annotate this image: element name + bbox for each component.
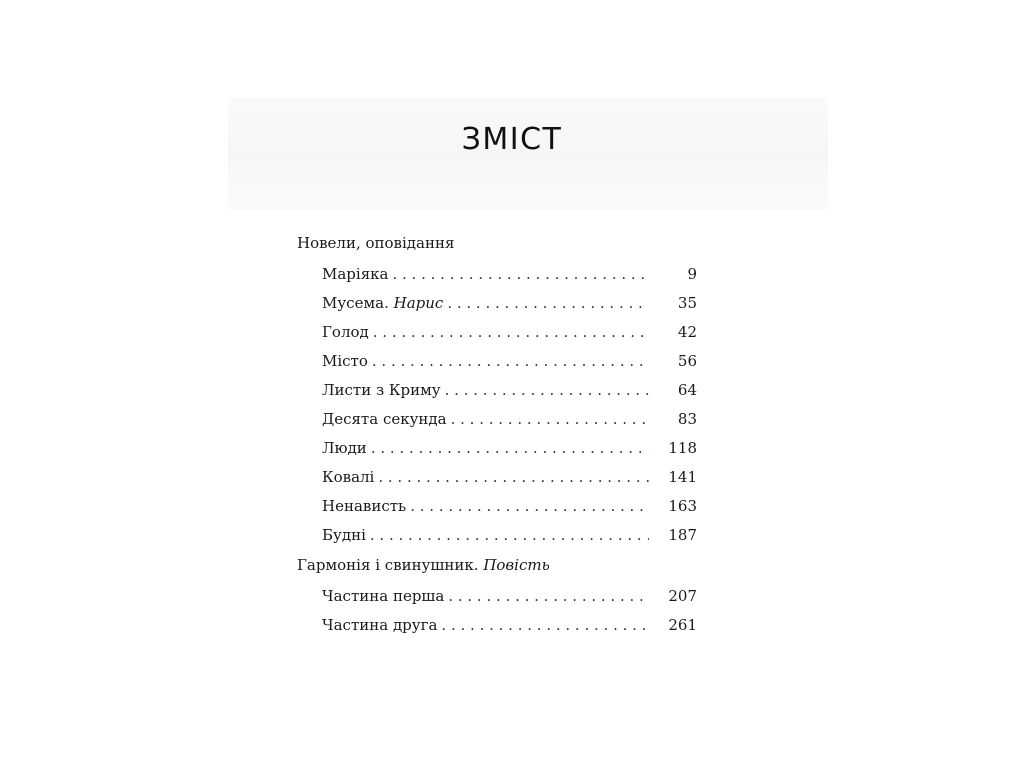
page-title: ЗМІСТ xyxy=(461,122,563,157)
leader-dots xyxy=(373,318,649,347)
entry-title-text: Частина перша xyxy=(322,587,445,605)
toc-entry xyxy=(297,521,697,550)
leader-dots xyxy=(372,347,649,376)
toc-entry xyxy=(297,582,697,611)
entry-page-number: 83 xyxy=(677,410,697,428)
leader-dots xyxy=(410,492,649,521)
entry-title-text: Будні xyxy=(322,526,366,544)
leader-dots xyxy=(451,405,649,434)
entry-title-text: Місто xyxy=(322,352,368,370)
entry-title-text: Люди xyxy=(322,439,367,457)
entry-title-text: Десята секунда xyxy=(322,410,447,428)
leader-dots xyxy=(378,463,649,492)
entry-title-text: Листи з Криму xyxy=(322,381,441,399)
entry-title xyxy=(322,289,443,318)
entry-title xyxy=(322,347,368,376)
toc-entry xyxy=(297,463,697,492)
section-heading-text: Гармонія і свинушник. xyxy=(297,556,479,574)
entry-title xyxy=(322,582,444,611)
entry-page-number: 118 xyxy=(668,439,697,457)
entry-page-number: 56 xyxy=(677,352,697,370)
entry-title xyxy=(322,611,437,640)
entry-title-text: Мусема. xyxy=(322,294,389,312)
entry-page-number: 207 xyxy=(668,587,697,605)
toc-section-heading xyxy=(297,554,697,576)
section-heading-text: Новели, оповідання xyxy=(297,234,455,252)
entry-title xyxy=(322,463,374,492)
table-of-contents xyxy=(297,232,697,640)
entry-page-number: 35 xyxy=(677,294,697,312)
entry-title xyxy=(322,492,406,521)
entry-subtitle: Нарис xyxy=(393,294,444,312)
entry-page-number: 261 xyxy=(668,616,697,634)
entry-title-text: Голод xyxy=(322,323,369,341)
entry-page-number: 42 xyxy=(677,323,697,341)
entry-page-number: 163 xyxy=(668,497,697,515)
leader-dots xyxy=(370,521,649,550)
toc-section-heading xyxy=(297,232,697,254)
entry-title xyxy=(322,405,447,434)
entry-title xyxy=(322,521,366,550)
toc-entry xyxy=(297,347,697,376)
leader-dots xyxy=(441,611,649,640)
entry-title xyxy=(322,376,441,405)
entry-page-number: 141 xyxy=(668,468,697,486)
entry-title-text: Частина друга xyxy=(322,616,438,634)
leader-dots xyxy=(445,376,649,405)
toc-entry xyxy=(297,376,697,405)
leader-dots xyxy=(448,582,649,611)
entry-title xyxy=(322,318,369,347)
toc-entry xyxy=(297,434,697,463)
leader-dots xyxy=(392,260,649,289)
toc-entry xyxy=(297,260,697,289)
entry-title xyxy=(322,434,367,463)
toc-entry xyxy=(297,611,697,640)
entry-title-text: Ненависть xyxy=(322,497,407,515)
entry-page-number: 64 xyxy=(677,381,697,399)
entry-title xyxy=(322,260,388,289)
leader-dots xyxy=(447,289,649,318)
entry-page-number: 187 xyxy=(668,526,697,544)
entry-title-text: Маріяка xyxy=(322,265,389,283)
toc-entry xyxy=(297,405,697,434)
entry-page-number: 9 xyxy=(687,265,697,283)
entry-title-text: Ковалі xyxy=(322,468,375,486)
leader-dots xyxy=(371,434,649,463)
toc-entry xyxy=(297,492,697,521)
toc-entry xyxy=(297,318,697,347)
toc-entry xyxy=(297,289,697,318)
section-heading-subtitle: Повість xyxy=(483,556,550,574)
